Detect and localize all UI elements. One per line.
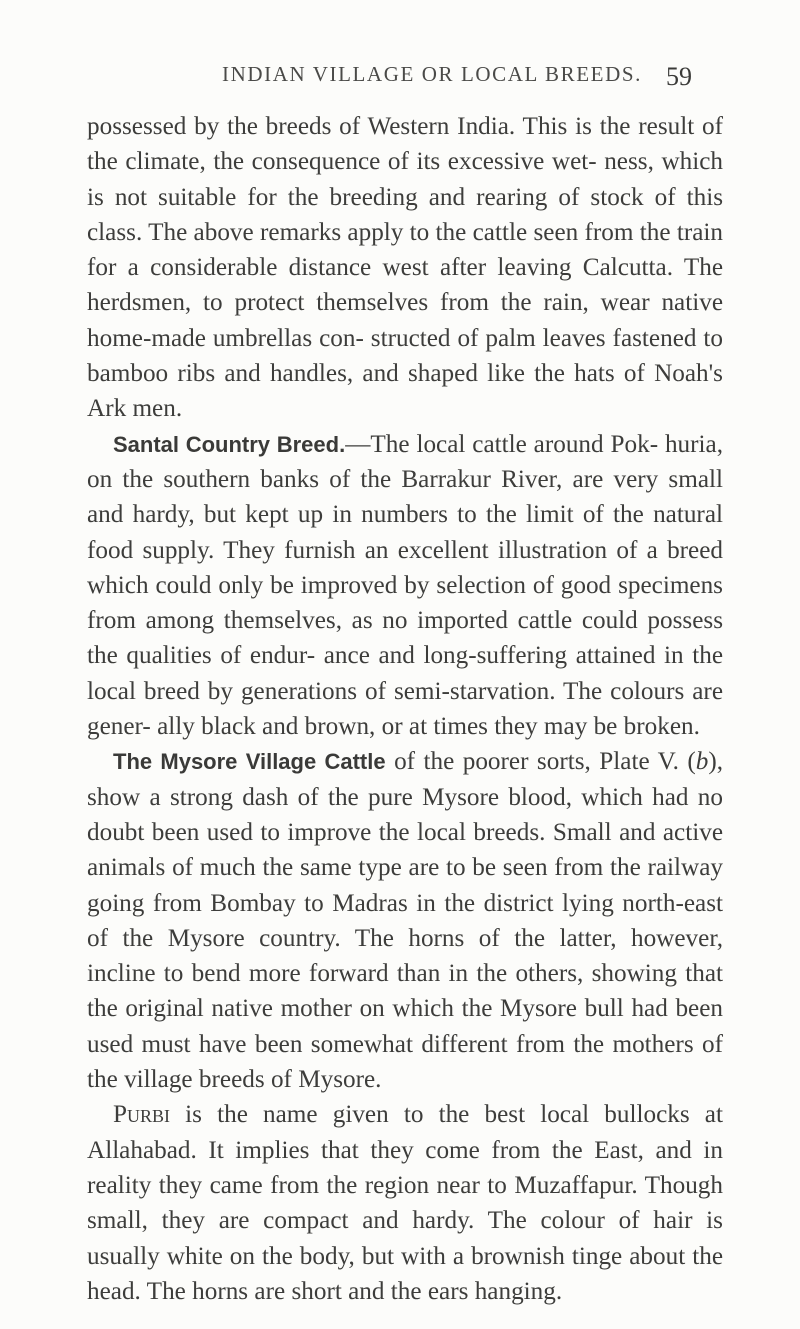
paragraph-text: possessed by the breeds of Western India. This is the result of the climate, the consequence of its excessive wet- ness, which is not suitable for the breeding and rearing of stock of this class. The above remarks apply to the cattle seen from the train for a considerable distance west after leaving Calcutta. The herdsmen, to protect themselves from the rain, wear native home-made umbrellas con- structed of palm leaves fastened to bamboo ribs and handles, and shaped like the hats of Noah's Ark men. [87,113,723,423]
paragraph-text: of the poorer sorts, Plate V. ( [385,748,696,776]
paragraph-purbi [87,1097,723,1309]
page-header [0,62,800,92]
page-number: 59 [666,62,692,91]
run-in-heading: Santal Country Breed. [113,431,346,457]
small-caps-term: Purbi [113,1101,171,1129]
paragraph-text: —The local cattle around Pok- huria, on the southern banks of the Barrakur River, are very small and hardy, but kept up in numbers to the limit of the natural food supply. They furnish an excellent illustration of a breed which could only be improved by selection of good specimens from among themselves, as no imported cattle could possess the qualities of endur- ance and long-suffering attained in the local breed by generations of semi-starvation. The colours are gener- ally black and brown, or at times they may be broken. [87,430,724,741]
paragraph-santal-breed [87,427,723,745]
paragraph-mysore-village-cattle [87,744,723,1097]
paragraph-text: ), show a strong dash of the pure Mysore blood, which had no doubt been used to improve the local breeds. Small and active animals of much the same type are to be seen from the railway going from Bombay to Madras in the district lying north-east of the Mysore country. The horns of the latter, however, incline to bend more forward than in the others, showing that the original native mother on which the Mysore bull had been used must have been somewhat different from the mothers of the village breeds of Mysore. [87,748,723,1094]
paragraph-continued [87,109,723,427]
paragraph-text: is the name given to the best local bullocks at Allahabad. It implies that they come from the East, and in reality they came from the region near to Muzaffapur. Though small, they are compact and hardy. The colour of hair is usually white on the body, but with a brownish tinge about the head. The horns are short and the ears hanging. [87,1101,723,1305]
running-head: INDIAN VILLAGE OR LOCAL BREEDS. [222,62,642,86]
plate-letter: b [695,748,709,776]
body-text [87,109,723,1309]
run-in-heading: The Mysore Village Cattle [113,749,386,775]
